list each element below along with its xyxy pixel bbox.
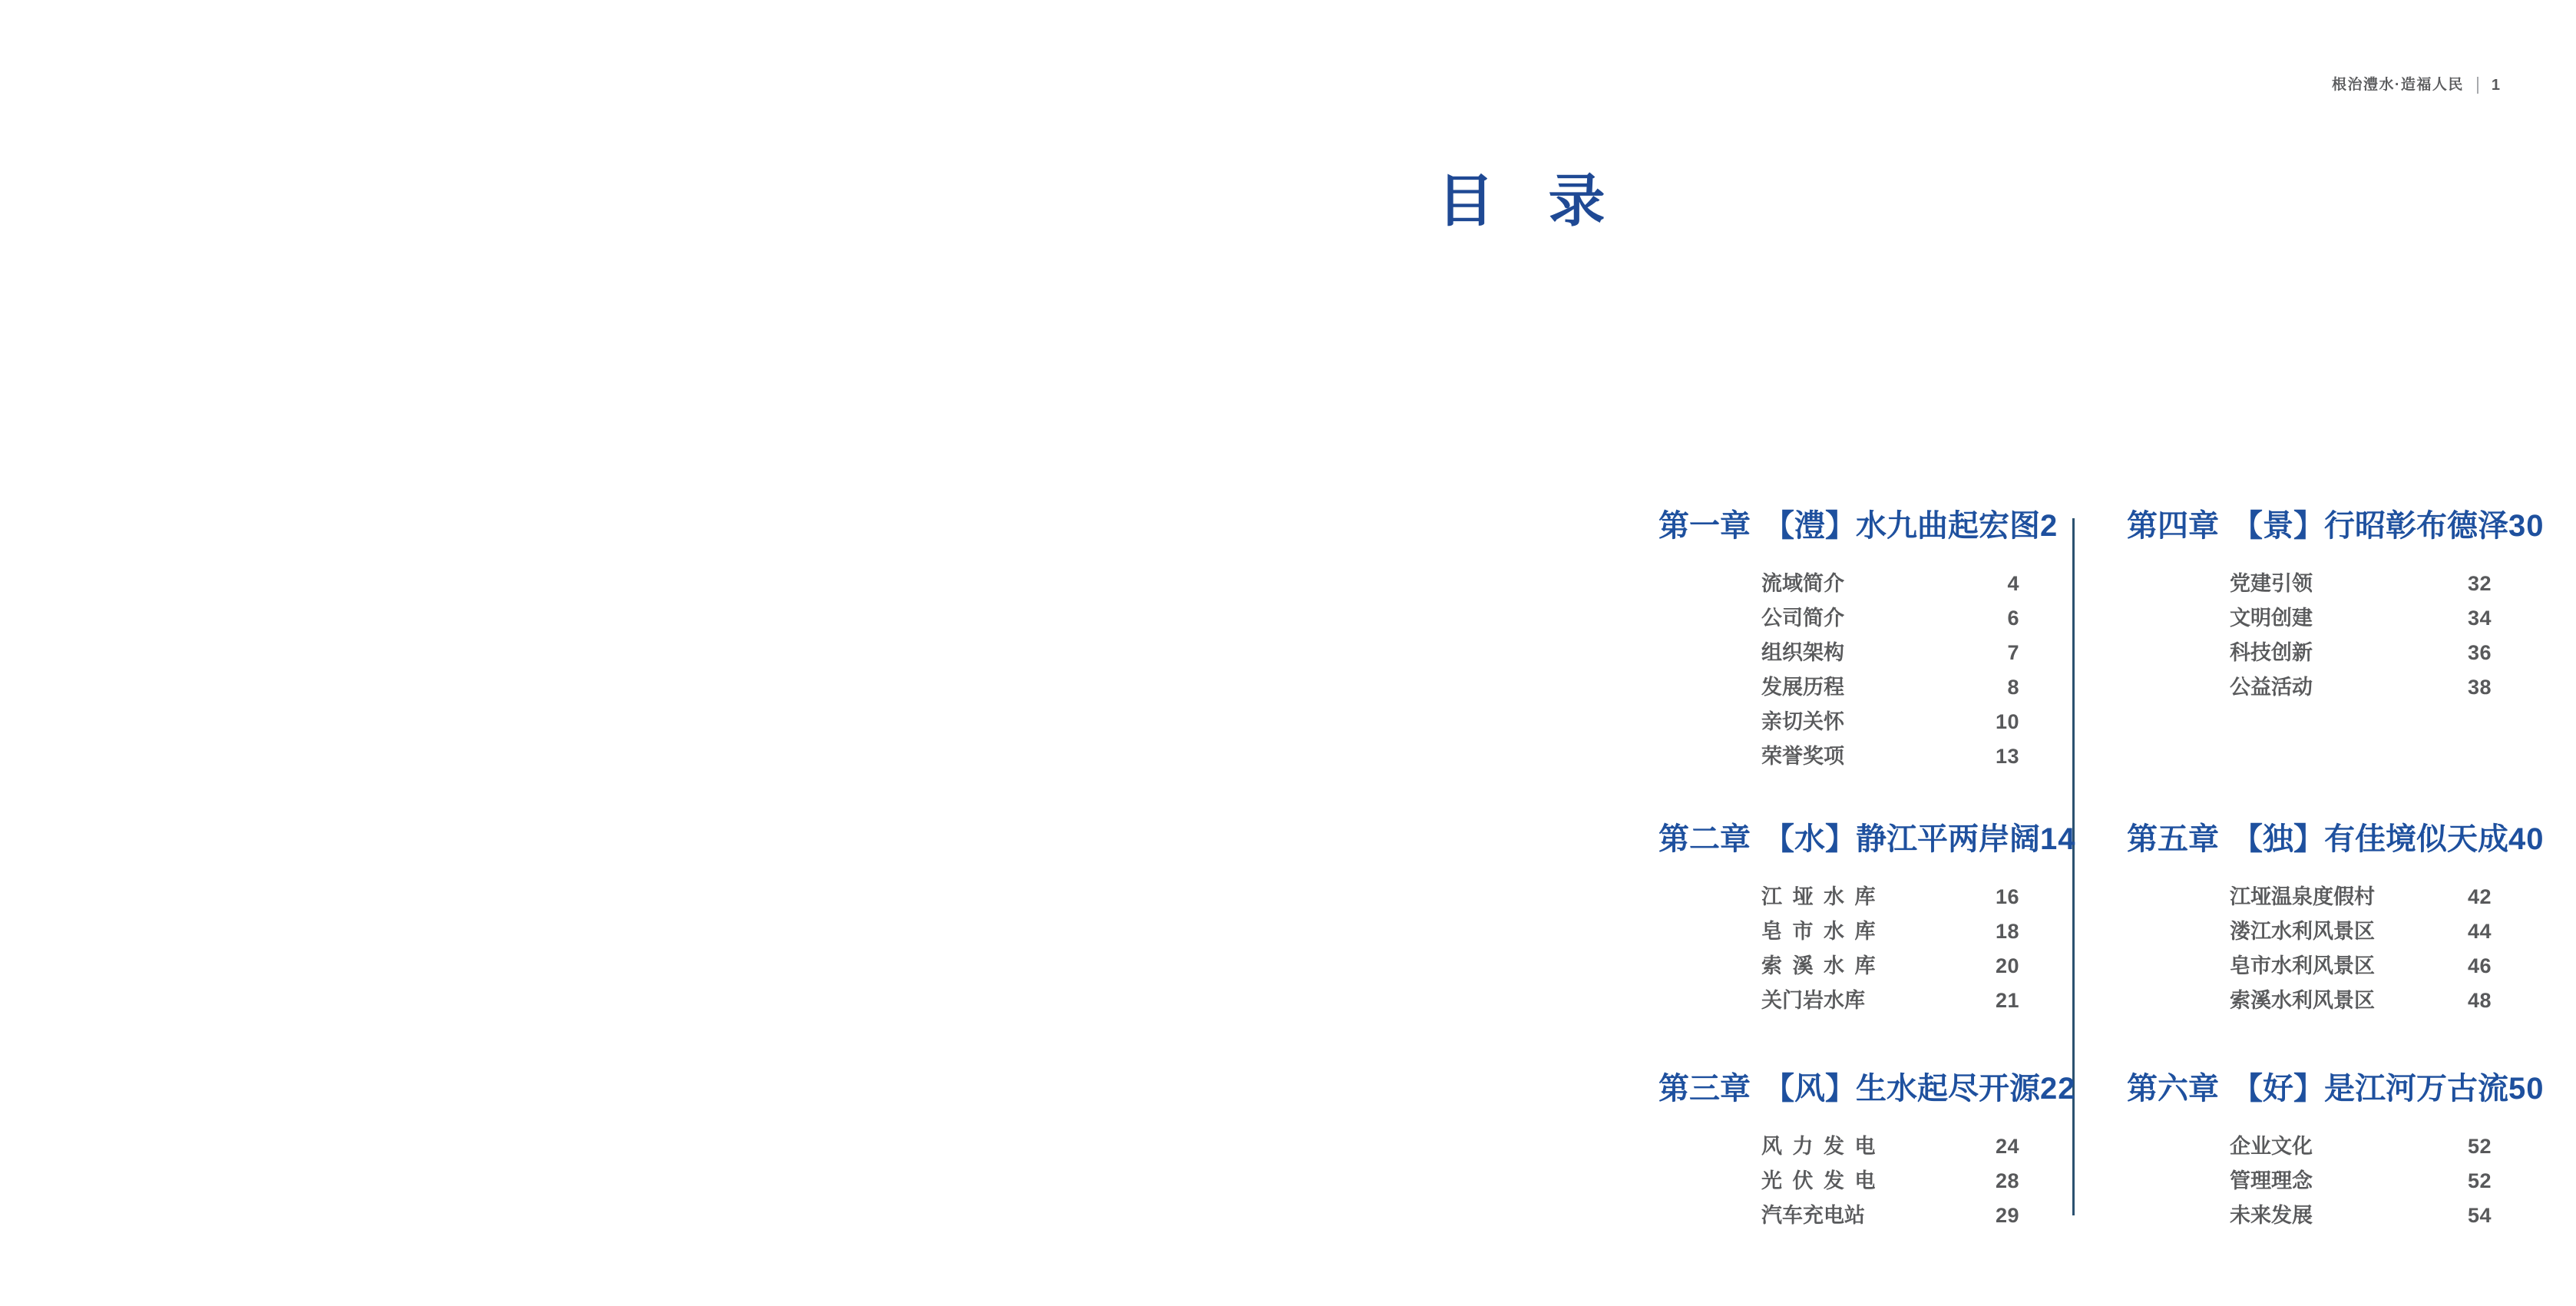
chapter-1-title: 【澧】水九曲起宏图 — [1764, 509, 2040, 543]
toc-item-page: 32 — [2467, 572, 2492, 595]
chapter-4-number: 第四章 — [2127, 509, 2219, 543]
toc-item-page: 20 — [1995, 954, 2019, 977]
chapter-2-title: 【水】静江平两岸阔 — [1764, 822, 2040, 856]
toc-item-label: 公司简介 — [1761, 607, 1844, 630]
chapter-6-number: 第六章 — [2127, 1072, 2219, 1106]
toc-item[interactable] — [2127, 567, 2492, 601]
toc-section-chapter-3 — [1658, 1071, 2076, 1233]
chapter-5-page: 40 — [2508, 822, 2545, 856]
toc-column-right — [2127, 508, 2545, 1245]
toc-item[interactable] — [1658, 1164, 2019, 1199]
chapter-5-number: 第五章 — [2127, 822, 2219, 856]
toc-item-page: 36 — [2467, 641, 2492, 664]
toc-item-page: 44 — [2467, 920, 2492, 943]
chapter-1-page: 2 — [2040, 509, 2058, 543]
chapter-1-items — [1658, 567, 2019, 774]
chapter-5-title: 【独】有佳境似天成 — [2232, 822, 2508, 856]
toc-item-page: 34 — [2467, 607, 2492, 630]
toc-item[interactable] — [1658, 1129, 2019, 1164]
toc-item[interactable] — [2127, 984, 2492, 1018]
chapter-2-number: 第二章 — [1658, 822, 1751, 856]
toc-item-label: 荣誉奖项 — [1761, 745, 1844, 768]
toc-item[interactable] — [2127, 949, 2492, 984]
toc-item[interactable] — [2127, 914, 2492, 949]
toc-item[interactable] — [1658, 949, 2019, 984]
table-of-contents — [1658, 508, 2545, 1245]
toc-item-page: 6 — [2007, 607, 2019, 630]
chapter-2-page: 14 — [2040, 822, 2076, 856]
chapter-4-items — [2127, 567, 2492, 705]
chapter-6-page: 50 — [2508, 1072, 2545, 1106]
toc-item[interactable] — [1658, 567, 2019, 601]
chapter-2-entry[interactable] — [1658, 822, 2076, 857]
chapter-5-items — [2127, 880, 2492, 1018]
running-header — [2332, 75, 2500, 95]
toc-item-label: 索溪水利风景区 — [2230, 989, 2375, 1012]
chapter-4-entry[interactable] — [2127, 508, 2545, 544]
chapter-1-number: 第一章 — [1658, 509, 1751, 543]
toc-item-page: 13 — [1995, 745, 2019, 768]
chapter-2-items — [1658, 880, 2019, 1018]
toc-item[interactable] — [2127, 601, 2492, 636]
toc-item-page: 52 — [2467, 1135, 2492, 1158]
chapter-1-entry[interactable] — [1658, 508, 2058, 544]
toc-item-page: 52 — [2467, 1169, 2492, 1192]
toc-item-label: 亲切关怀 — [1761, 710, 1844, 733]
toc-section-chapter-5 — [2127, 822, 2545, 1018]
chapter-3-items — [1658, 1129, 2019, 1233]
toc-item[interactable] — [1658, 636, 2019, 670]
toc-item-page: 24 — [1995, 1135, 2019, 1158]
toc-item-page: 29 — [1995, 1204, 2019, 1227]
column-divider-line — [2072, 518, 2075, 1215]
toc-item[interactable] — [1658, 984, 2019, 1018]
toc-item-label: 组织架构 — [1761, 641, 1844, 664]
toc-item-page: 21 — [1995, 989, 2019, 1012]
toc-item-label: 汽车充电站 — [1761, 1204, 1865, 1227]
toc-item[interactable] — [1658, 914, 2019, 949]
toc-item-page: 28 — [1995, 1169, 2019, 1192]
toc-item-label: 索 溪 水 库 — [1761, 954, 1876, 977]
toc-column-left — [1658, 508, 2076, 1245]
toc-item-page: 38 — [2467, 676, 2492, 699]
toc-section-chapter-2 — [1658, 822, 2076, 1018]
toc-item-label: 企业文化 — [2230, 1135, 2313, 1158]
chapter-6-items — [2127, 1129, 2492, 1233]
toc-item-label: 发展历程 — [1761, 676, 1844, 699]
toc-item-label: 管理理念 — [2230, 1169, 2313, 1192]
chapter-4-title: 【景】行昭彰布德泽 — [2232, 509, 2508, 543]
toc-item[interactable] — [1658, 1199, 2019, 1233]
toc-item-page: 18 — [1995, 920, 2019, 943]
toc-item-label: 未来发展 — [2230, 1204, 2313, 1227]
toc-item[interactable] — [2127, 1129, 2492, 1164]
toc-item[interactable] — [1658, 705, 2019, 739]
toc-section-chapter-1 — [1658, 508, 2058, 774]
toc-item-label: 皂市水利风景区 — [2230, 954, 2375, 977]
toc-item-label: 关门岩水库 — [1761, 989, 1865, 1012]
toc-item-label: 文明创建 — [2230, 607, 2313, 630]
header-slogan: 根治澧水·造福人民 — [2332, 77, 2464, 93]
toc-item[interactable] — [1658, 880, 2019, 914]
chapter-3-page: 22 — [2040, 1072, 2076, 1106]
toc-item-label: 光 伏 发 电 — [1761, 1169, 1876, 1192]
toc-item-label: 溇江水利风景区 — [2230, 920, 2375, 943]
chapter-6-title: 【好】是江河万古流 — [2232, 1072, 2508, 1106]
toc-item-label: 公益活动 — [2230, 676, 2313, 699]
toc-section-chapter-6 — [2127, 1071, 2545, 1233]
toc-section-chapter-4 — [2127, 508, 2545, 705]
toc-item[interactable] — [2127, 880, 2492, 914]
page-title: 目 录 — [1437, 169, 1607, 233]
toc-item[interactable] — [1658, 601, 2019, 636]
toc-item-page: 7 — [2007, 641, 2019, 664]
chapter-3-title: 【风】生水起尽开源 — [1764, 1072, 2040, 1106]
toc-item-label: 江垭温泉度假村 — [2230, 885, 2375, 908]
chapter-3-number: 第三章 — [1658, 1072, 1751, 1106]
toc-item-page: 42 — [2467, 885, 2492, 908]
toc-item-page: 8 — [2007, 676, 2019, 699]
toc-item-page: 48 — [2467, 989, 2492, 1012]
header-separator — [2477, 77, 2478, 94]
toc-item-label: 流域简介 — [1761, 572, 1844, 595]
header-page-number: 1 — [2491, 77, 2500, 94]
chapter-3-entry[interactable] — [1658, 1071, 2076, 1106]
toc-item-page: 54 — [2467, 1204, 2492, 1227]
toc-item-label: 科技创新 — [2230, 641, 2313, 664]
toc-item-page: 16 — [1995, 885, 2019, 908]
toc-item[interactable] — [2127, 670, 2492, 705]
chapter-6-entry[interactable] — [2127, 1071, 2545, 1106]
toc-item-label: 党建引领 — [2230, 572, 2313, 595]
toc-item[interactable] — [1658, 670, 2019, 705]
toc-item-page: 4 — [2007, 572, 2019, 595]
toc-item[interactable] — [2127, 636, 2492, 670]
toc-item-page: 46 — [2467, 954, 2492, 977]
toc-item[interactable] — [2127, 1199, 2492, 1233]
chapter-5-entry[interactable] — [2127, 822, 2545, 857]
toc-item-label: 江 垭 水 库 — [1761, 885, 1876, 908]
toc-item-page: 10 — [1995, 710, 2019, 733]
toc-item[interactable] — [2127, 1164, 2492, 1199]
chapter-4-page: 30 — [2508, 509, 2545, 543]
toc-item[interactable] — [1658, 739, 2019, 774]
toc-item-label: 风 力 发 电 — [1761, 1135, 1876, 1158]
toc-item-label: 皂 市 水 库 — [1761, 920, 1876, 943]
